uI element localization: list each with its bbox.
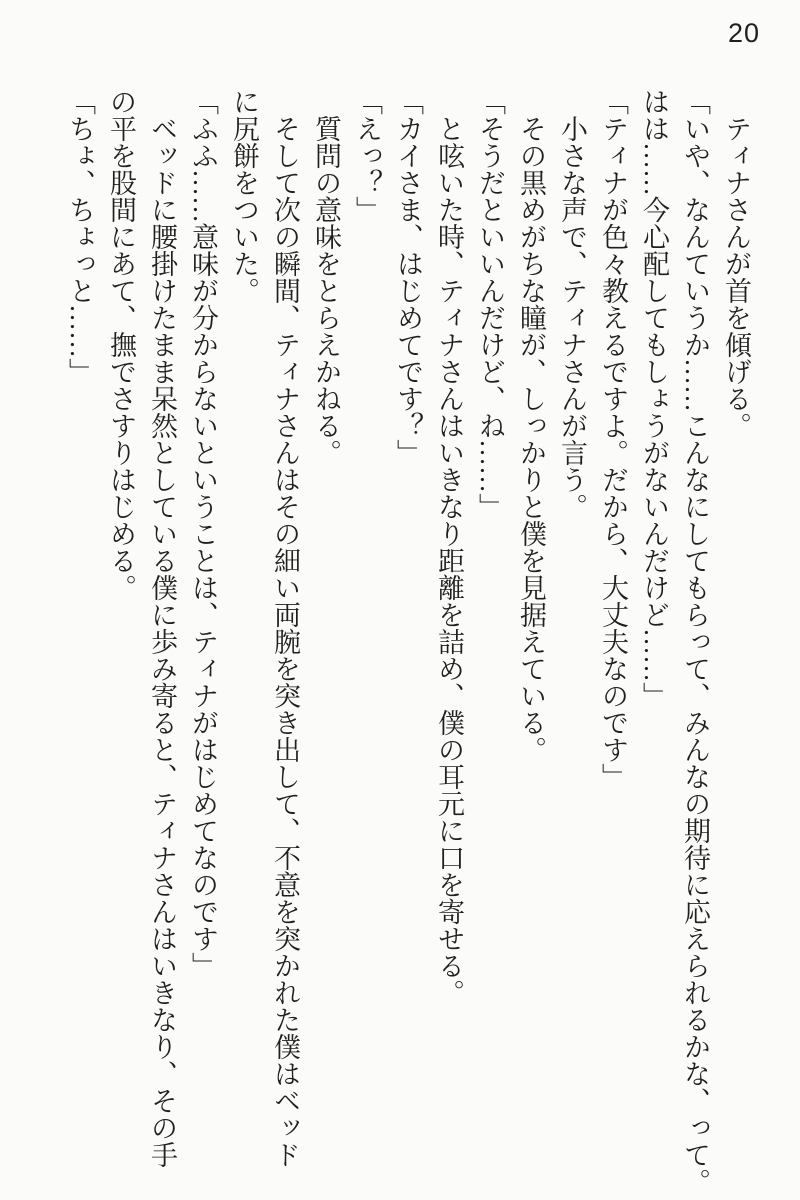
text-line: 「ティナが色々教えるですよ。だから、大丈夫なのです」 xyxy=(598,88,628,790)
text-line: 「ふふ……意味が分からないということは、ティナがはじめてなのです」 xyxy=(188,88,218,979)
text-line: 「カイさま、はじめてです？」 xyxy=(393,88,423,466)
text-line: 質問の意味をとらえかねる。 xyxy=(311,115,341,466)
text-line: 「えっ？」 xyxy=(352,88,382,223)
text-block xyxy=(59,88,756,1198)
text-line: 小さな声で、ティナさんが言う。 xyxy=(557,115,587,520)
text-line: ベッドに腰掛けたまま呆然としている僕に歩み寄ると、ティナさんはいきなり、その手 xyxy=(147,115,177,1168)
text-line: 「ちょ、ちょっと……」 xyxy=(65,88,95,385)
text-line: に尻餅をついた。 xyxy=(229,88,259,304)
text-line: 「いや、なんていうか……こんなにしてもらって、みんなの期待に応えられるかな、って。 xyxy=(680,88,710,1195)
text-line: はは……今心配してもしょうがないんだけど……」 xyxy=(639,88,669,709)
page-number: 20 xyxy=(727,18,760,48)
text-line: の平を股間にあて、撫でさすりはじめる。 xyxy=(106,88,136,601)
text-line: その黒めがちな瞳が、しっかりと僕を見据えている。 xyxy=(516,115,546,763)
text-line: と呟いた時、ティナさんはいきなり距離を詰め、僕の耳元に口を寄せる。 xyxy=(434,115,464,1006)
text-line: 「そうだといいんだけど、ね……」 xyxy=(475,88,505,520)
text-line: ティナさんが首を傾げる。 xyxy=(721,115,751,439)
text-line: そして次の瞬間、ティナさんはその細い両腕を突き出して、不意を突かれた僕はベッド xyxy=(270,115,300,1168)
